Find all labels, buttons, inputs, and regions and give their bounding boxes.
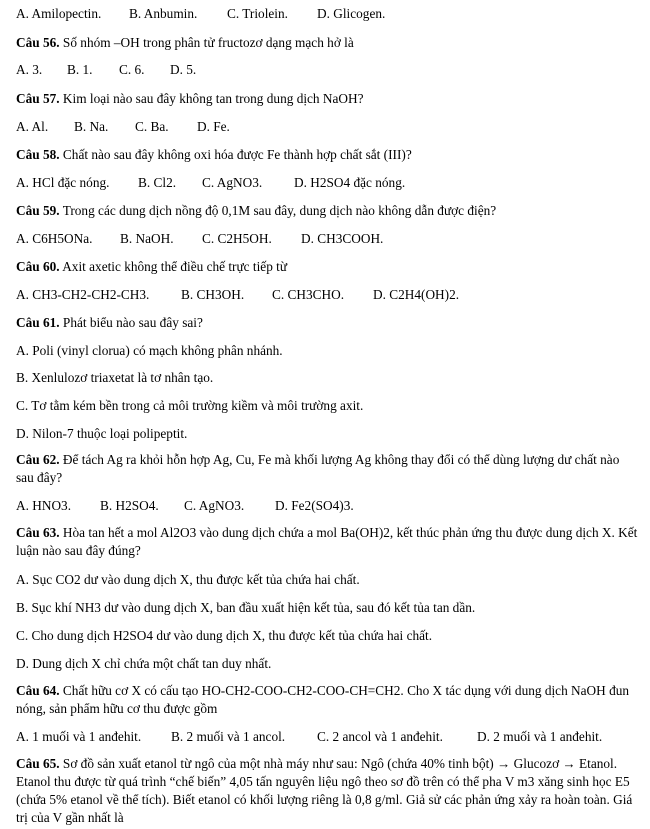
question-57 (16, 91, 364, 106)
question-61-label: Câu 61. (16, 315, 60, 330)
q59-option-d: D. CH3COOH. (301, 231, 384, 246)
q63-option-b: B. Sục khí NH3 dư vào dung dịch X, ban đầu xuất hiện kết tủa, sau đó kết tủa tan dần. (16, 600, 476, 615)
q63-option-c: C. Cho dung dịch H2SO4 dư vào dung dịch X, thu được kết tủa chứa hai chất. (16, 628, 433, 643)
q56-options (16, 62, 196, 77)
q61-option-d: D. Nilon-7 thuộc loại polipeptit. (16, 426, 188, 441)
q56-option-c: C. 6. (119, 62, 145, 77)
q64-option-c: C. 2 ancol và 1 anđehit. (317, 729, 443, 744)
question-58-label: Câu 58. (16, 147, 60, 162)
question-63 (16, 524, 638, 560)
q58-option-a: A. HCl đặc nóng. (16, 175, 110, 190)
q55-option-a: A. Amilopectin. (16, 6, 102, 21)
question-64 (16, 682, 638, 718)
question-60-text: Axit axetic không thể điều chế trực tiếp từ (62, 259, 288, 274)
q55-options (16, 6, 385, 21)
question-63-text: Hòa tan hết a mol Al2O3 vào dung dịch chứa a mol Ba(OH)2, kết thúc phản ứng thu được dung dịch X. Kết luận nào sau đây đúng? (16, 525, 638, 558)
question-62-label: Câu 62. (16, 452, 60, 467)
question-56-label: Câu 56. (16, 35, 60, 50)
q57-options (16, 119, 230, 134)
q62-options (16, 498, 354, 513)
question-57-text: Kim loại nào sau đây không tan trong dung dịch NaOH? (62, 91, 364, 106)
q60-option-b: B. CH3OH. (181, 287, 245, 302)
q55-option-d: D. Glicogen. (317, 6, 386, 21)
q58-option-d: D. H2SO4 đặc nóng. (294, 175, 406, 190)
q57-option-a: A. Al. (16, 119, 49, 134)
q64-option-a: A. 1 muối và 1 anđehit. (16, 729, 142, 744)
question-59-label: Câu 59. (16, 203, 60, 218)
question-65-label: Câu 65. (16, 756, 60, 771)
q64-option-d: D. 2 muối và 1 anđehit. (477, 729, 603, 744)
question-62 (16, 451, 638, 487)
question-58 (16, 147, 412, 162)
q62-option-b: B. H2SO4. (100, 498, 159, 513)
q60-option-c: C. CH3CHO. (272, 287, 345, 302)
q61-option-c: C. Tơ tằm kém bền trong cả môi trường kiềm và môi trường axit. (16, 398, 364, 413)
question-65 (16, 755, 638, 827)
q61-option-a: A. Poli (vinyl clorua) có mạch không phân nhánh. (16, 343, 283, 358)
question-63-label: Câu 63. (16, 525, 60, 540)
q59-option-b: B. NaOH. (120, 231, 174, 246)
question-64-label: Câu 64. (16, 683, 60, 698)
q62-option-a: A. HNO3. (16, 498, 72, 513)
q61-option-b: B. Xenlulozơ triaxetat là tơ nhân tạo. (16, 370, 214, 385)
q57-option-b: B. Na. (74, 119, 109, 134)
q60-option-d: D. C2H4(OH)2. (373, 287, 460, 302)
q57-option-c: C. Ba. (135, 119, 169, 134)
question-60 (16, 259, 287, 274)
q64-option-b: B. 2 muối và 1 ancol. (171, 729, 286, 744)
q56-option-b: B. 1. (67, 62, 93, 77)
q55-option-b: B. Anbumin. (129, 6, 198, 21)
question-62-text: Để tách Ag ra khỏi hỗn hợp Ag, Cu, Fe mà khối lượng Ag không thay đổi có thể dùng lượng dư chất nào sau đây? (16, 452, 620, 485)
q63-option-a: A. Sục CO2 dư vào dung dịch X, thu được kết tủa chứa hai chất. (16, 572, 360, 587)
q62-option-c: C. AgNO3. (184, 498, 245, 513)
q60-options (16, 287, 459, 302)
q59-option-a: A. C6H5ONa. (16, 231, 93, 246)
q55-option-c: C. Triolein. (227, 6, 288, 21)
q63-option-d: D. Dung dịch X chỉ chứa một chất tan duy nhất. (16, 656, 272, 671)
question-60-label: Câu 60. (16, 259, 60, 274)
q57-option-d: D. Fe. (197, 119, 230, 134)
q58-option-c: C. AgNO3. (202, 175, 263, 190)
question-61 (16, 315, 203, 330)
question-61-text: Phát biểu nào sau đây sai? (62, 315, 203, 330)
question-58-text: Chất nào sau đây không oxi hóa được Fe thành hợp chất sắt (III)? (62, 147, 412, 162)
question-59-text: Trong các dung dịch nồng độ 0,1M sau đây, dung dịch nào không dẫn được điện? (62, 203, 497, 218)
question-56 (16, 35, 354, 50)
question-59 (16, 203, 496, 218)
q64-options (16, 729, 602, 744)
q59-option-c: C. C2H5OH. (202, 231, 272, 246)
q60-option-a: A. CH3-CH2-CH2-CH3. (16, 287, 150, 302)
q59-options (16, 231, 383, 246)
question-57-label: Câu 57. (16, 91, 60, 106)
q58-option-b: B. Cl2. (138, 175, 177, 190)
q56-option-a: A. 3. (16, 62, 43, 77)
q58-options (16, 175, 405, 190)
q62-option-d: D. Fe2(SO4)3. (275, 498, 354, 513)
question-56-text: Số nhóm –OH trong phân tử fructozơ dạng mạch hở là (62, 35, 354, 50)
q56-option-d: D. 5. (170, 62, 197, 77)
question-65-text: Sơ đồ sản xuất etanol từ ngô của một nhà máy như sau: Ngô (chứa 40% tinh bột) → Glucozơ → Etanol. Etanol thu được từ quá trình “chế biến” 4,05 tấn nguyên liệu ngô theo sơ đồ trên có thể pha V m3 xăng sinh học E5 (chứa 5% etanol về thể tích). Biết etanol có khối lượng riêng là 0,8 g/ml. Giả sử các phản ứng xảy ra hoàn toàn. Giá trị của V gần nhất là (16, 756, 633, 825)
question-64-text: Chất hữu cơ X có cấu tạo HO-CH2-COO-CH2-COO-CH=CH2. Cho X tác dụng với dung dịch NaOH đun nóng, sản phẩm hữu cơ thu được gồm (16, 683, 630, 716)
